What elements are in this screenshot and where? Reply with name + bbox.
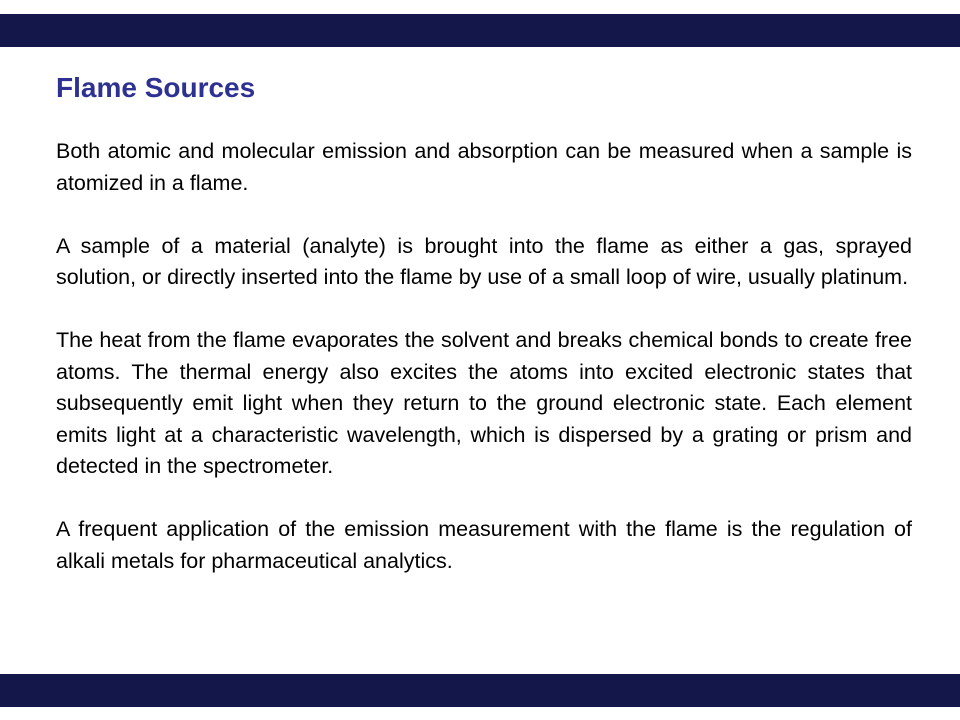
top-banner-bar [0,14,960,47]
paragraph-2: A sample of a material (analyte) is brought into the flame as either a gas, sprayed solution, or directly inserted into the flame by use of a small loop of wire, usually platinum. [56,233,912,289]
bottom-banner-bar [0,674,960,707]
slide-title: Flame Sources [56,72,256,103]
paragraph-1: Both atomic and molecular emission and absorption can be measured when a sample is atomized in a flame. [56,139,912,195]
slide-body [56,136,912,577]
paragraph-4: A frequent application of the emission measurement with the flame is the regulation of alkali metals for pharmaceutical analytics. [56,517,912,573]
paragraph-3: The heat from the flame evaporates the solvent and breaks chemical bonds to create free atoms. The thermal energy also excites the atoms into excited electronic states that subsequently emit light when they return to the ground electronic state. Each element emits light at a characteristic wavelength, which is dispersed by a grating or prism and detected in the spectrometer. [56,328,912,478]
